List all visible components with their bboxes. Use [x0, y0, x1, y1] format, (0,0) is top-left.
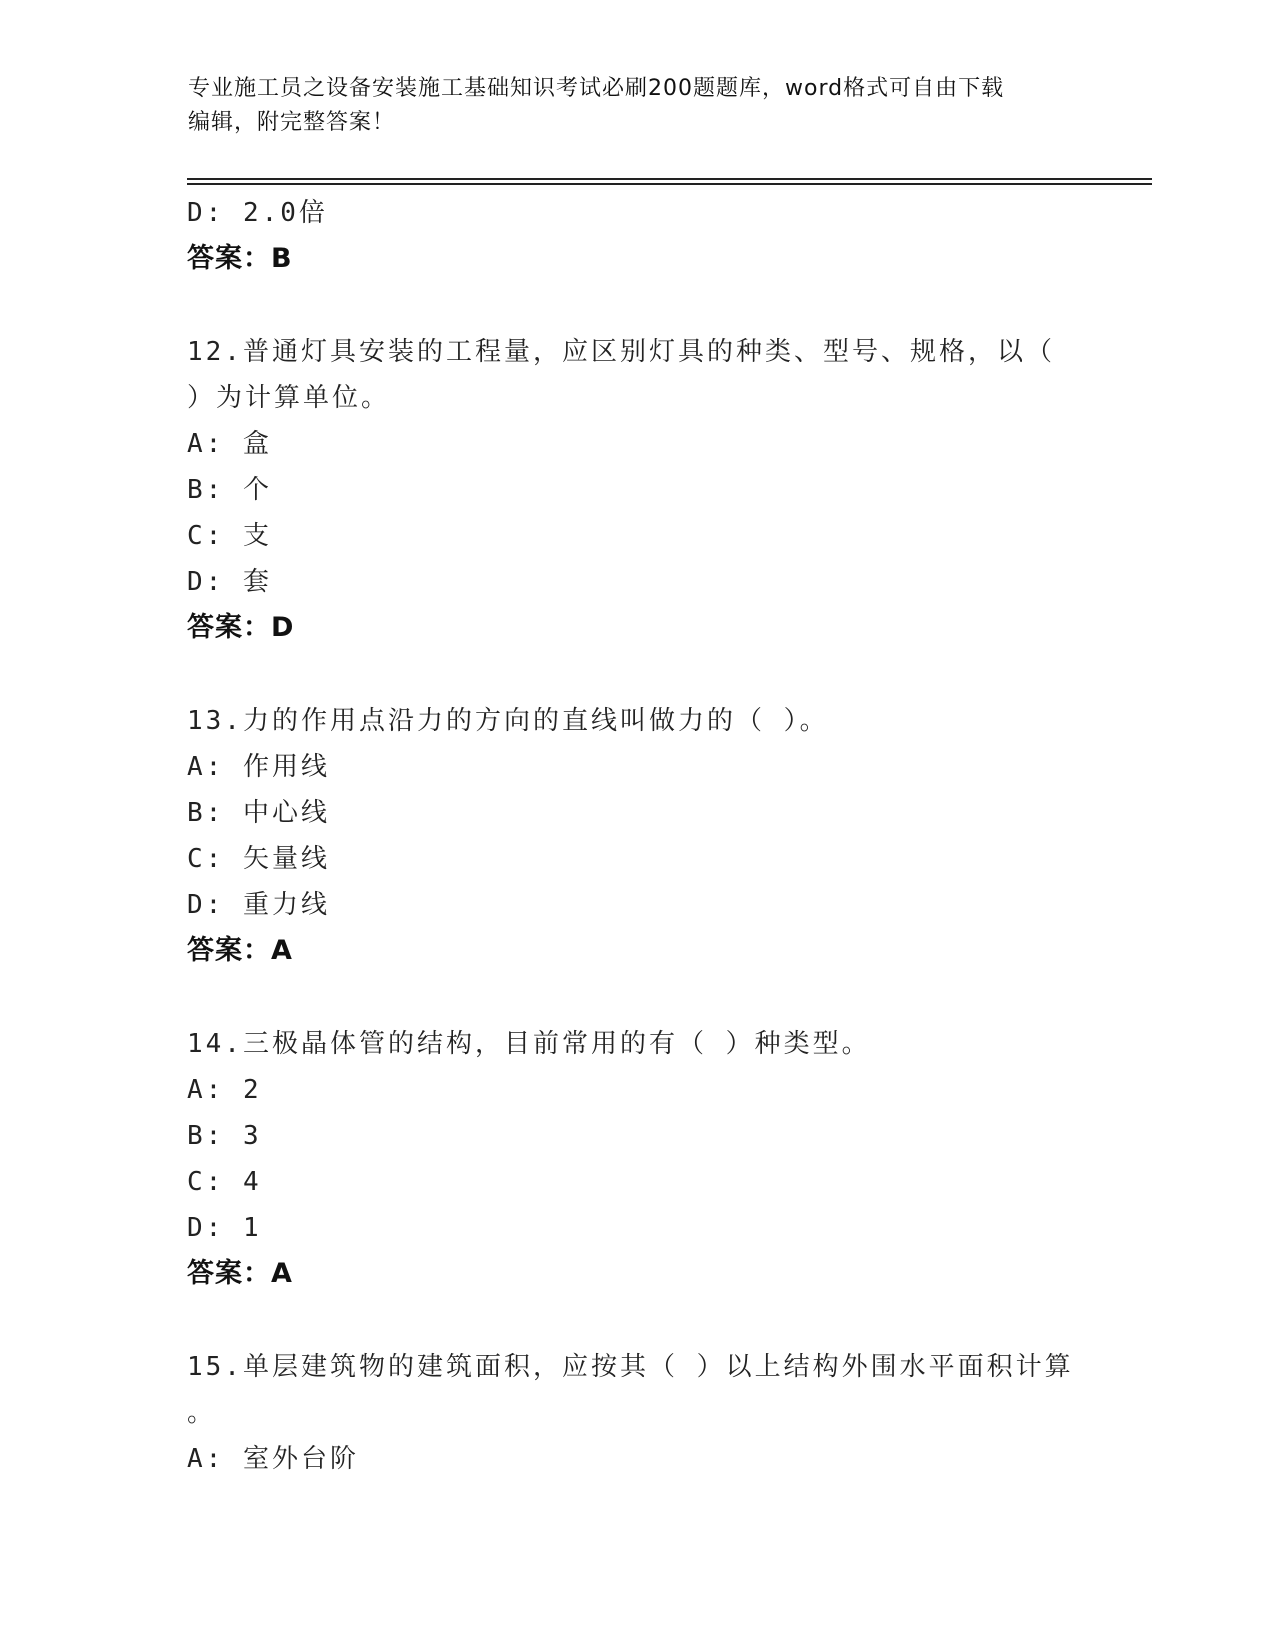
- option-a: A: 2: [187, 1075, 262, 1105]
- option-c: C: 支: [187, 521, 272, 551]
- answer-line: 答案：D: [187, 612, 295, 643]
- question-11-tail: [187, 190, 1087, 282]
- question-stem: 12.普通灯具安装的工程量，应区别灯具的种类、型号、规格，以（: [187, 337, 1055, 367]
- option-a: A: 盒: [187, 429, 272, 459]
- question-stem: 14.三极晶体管的结构，目前常用的有（ ）种类型。: [187, 1029, 871, 1059]
- question-list: [187, 190, 1087, 1482]
- option-b: B: 个: [187, 475, 272, 505]
- question-13: [187, 698, 1087, 974]
- question-14: [187, 1021, 1087, 1297]
- option-d: D: 重力线: [187, 890, 330, 920]
- question-15: [187, 1344, 1087, 1482]
- question-12: [187, 329, 1087, 651]
- option-d: D: 套: [187, 567, 272, 597]
- answer-line: 答案：A: [187, 935, 293, 966]
- spacer: [187, 1297, 1087, 1344]
- option-d: D: 1: [187, 1213, 262, 1243]
- spacer: [187, 974, 1087, 1021]
- spacer: [187, 651, 1087, 698]
- spacer: [187, 282, 1087, 329]
- option-a: A: 作用线: [187, 752, 330, 782]
- header-title-line-2: 编辑，附完整答案！: [188, 110, 396, 135]
- header-title-line-1: 专业施工员之设备安装施工基础知识考试必刷200题题库，word格式可自由下载: [188, 76, 1005, 101]
- answer-line: 答案：A: [187, 1258, 293, 1289]
- header-divider-top: [187, 178, 1152, 180]
- document-header: [188, 72, 1088, 140]
- option-a: A: 室外台阶: [187, 1444, 359, 1474]
- option-c: C: 4: [187, 1167, 262, 1197]
- question-stem-continued: 。: [187, 1398, 217, 1428]
- answer-line: 答案：B: [187, 243, 293, 274]
- question-stem-continued: ）为计算单位。: [187, 383, 391, 413]
- header-divider-bottom: [187, 183, 1152, 185]
- option-b: B: 中心线: [187, 798, 330, 828]
- option-c: C: 矢量线: [187, 844, 330, 874]
- option-d: D: 2.0倍: [187, 198, 328, 228]
- option-b: B: 3: [187, 1121, 262, 1151]
- question-stem: 13.力的作用点沿力的方向的直线叫做力的（ ）。: [187, 706, 829, 736]
- question-stem: 15.单层建筑物的建筑面积，应按其（ ）以上结构外围水平面积计算: [187, 1352, 1074, 1382]
